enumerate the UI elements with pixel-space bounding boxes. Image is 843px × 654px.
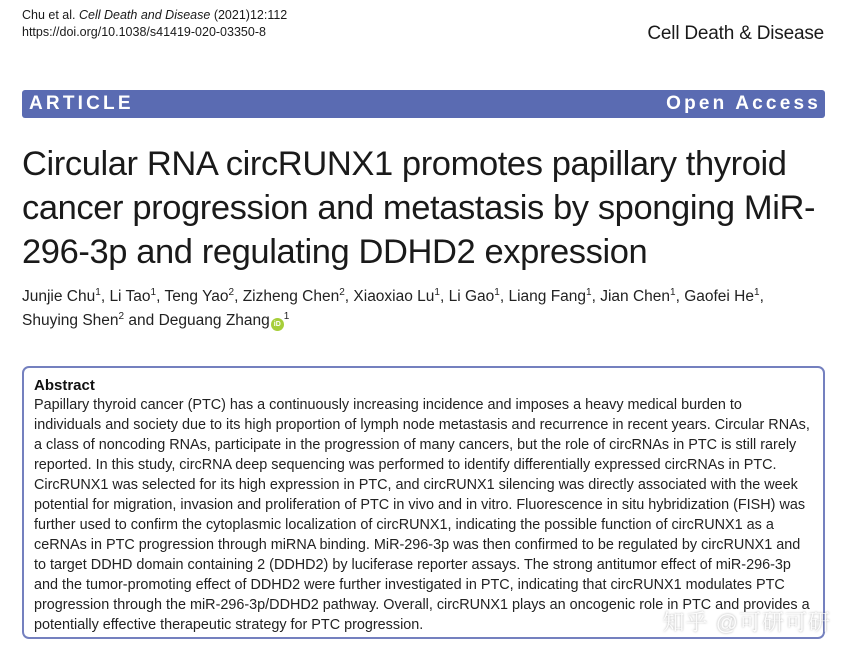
article-type-label: ARTICLE xyxy=(29,93,134,114)
abstract-text: Papillary thyroid cancer (PTC) has a continuously increasing incidence and imposes a heavy medical burden to individuals and society due to its high proportion of lymph node metastasis and recurrence in recent years. Circular RNAs, a class of noncoding RNAs, participate in the progression of many cancers, but the role of circRNAs in PTC is still rarely reported. In this study, circRNA deep sequencing was performed to identify differentially expressed circRNAs in PTC. CircRUNX1 was selected for its high expression in PTC, and circRUNX1 silencing was directly associated with the week potential for migration, invasion and proliferation of PTC in vivo and in vitro. Fluorescence in situ hybridization (FISH) was further used to confirm the cytoplasmic localization of circRUNX1, indicating the possible function of circRUNX1 as a ceRNAs in PTC progression through miRNA binding. MiR-296-3p was then confirmed to be regulated by circRUNX1 and to target DDHD domain containing 2 (DDHD2) by luciferase reporter assays. The strong antitumor effect of miR-296-3p and the tumor-promoting effect of DDHD2 were further investigated in PTC, indicating that circRUNX1 modulates PTC progression through the miR-296-3p/DDHD2 pathway. Overall, circRUNX1 plays an oncogenic role in PTC and provides a potentially effective therapeutic strategy for PTC progression. xyxy=(34,397,810,633)
author-name[interactable]: Liang Fang xyxy=(508,288,587,305)
author-name[interactable]: Shuying Shen xyxy=(22,312,119,329)
citation-block xyxy=(22,7,287,41)
author-name[interactable]: Gaofei He xyxy=(684,288,754,305)
citation-volume: (2021)12:112 xyxy=(213,8,288,22)
author-conjunction: and xyxy=(128,312,155,329)
author-name[interactable]: Li Gao xyxy=(448,288,495,305)
author-affiliation: 1 xyxy=(494,286,500,298)
author-affiliation: 2 xyxy=(228,286,235,298)
author-affiliation: 2 xyxy=(118,310,125,322)
abstract-heading: Abstract xyxy=(34,377,95,394)
doi-link[interactable]: https://doi.org/10.1038/s41419-020-03350-8 xyxy=(22,25,266,39)
author-affiliation: 1 xyxy=(283,310,290,322)
citation-line xyxy=(22,7,287,24)
citation-authors: Chu et al. xyxy=(22,8,76,22)
author-name[interactable]: Li Tao xyxy=(109,288,151,305)
author-name[interactable]: Deguang Zhang xyxy=(158,312,270,329)
author-name[interactable]: Zizheng Chen xyxy=(242,288,340,305)
watermark: 知乎 @可研可研 xyxy=(662,610,831,635)
open-access-label: Open Access xyxy=(666,93,821,114)
journal-name: Cell Death & Disease xyxy=(647,23,824,44)
citation-journal: Cell Death and Disease xyxy=(79,8,211,22)
author-affiliation: 1 xyxy=(434,286,440,298)
author-affiliation: 2 xyxy=(339,286,345,298)
author-affiliation: 1 xyxy=(150,286,157,298)
author-name[interactable]: Teng Yao xyxy=(164,288,229,305)
author-affiliation: 1 xyxy=(754,286,760,298)
author-affiliation: 1 xyxy=(586,286,592,298)
paper-title: Circular RNA circRUNX1 promotes papillary thyroid cancer progression and metastasis by sponging MiR-296-3p and regulating DDHD2 expression xyxy=(22,145,816,271)
abstract-box xyxy=(22,366,825,639)
article-banner xyxy=(22,90,825,118)
author-name[interactable]: Junjie Chu xyxy=(22,288,96,305)
author-list: Junjie Chu$^1$, Li Tao$^1$, Teng Yao$^2$, Zizheng Chen$^2$, Xiaoxiao Lu$^1$, Li Gao$^1$, Liang Fang$^1$, Jian Chen$^1$, Gaofei He$^1$, Shuying Shen$^2$ and Deguang Zhang $iD^1$ xyxy=(22,286,764,329)
author-name[interactable]: Xiaoxiao Lu xyxy=(353,288,435,305)
orcid-icon[interactable]: iD xyxy=(271,318,284,331)
author-affiliation: 1 xyxy=(670,286,676,298)
author-affiliation: 1 xyxy=(95,286,101,298)
author-name[interactable]: Jian Chen xyxy=(600,288,671,305)
